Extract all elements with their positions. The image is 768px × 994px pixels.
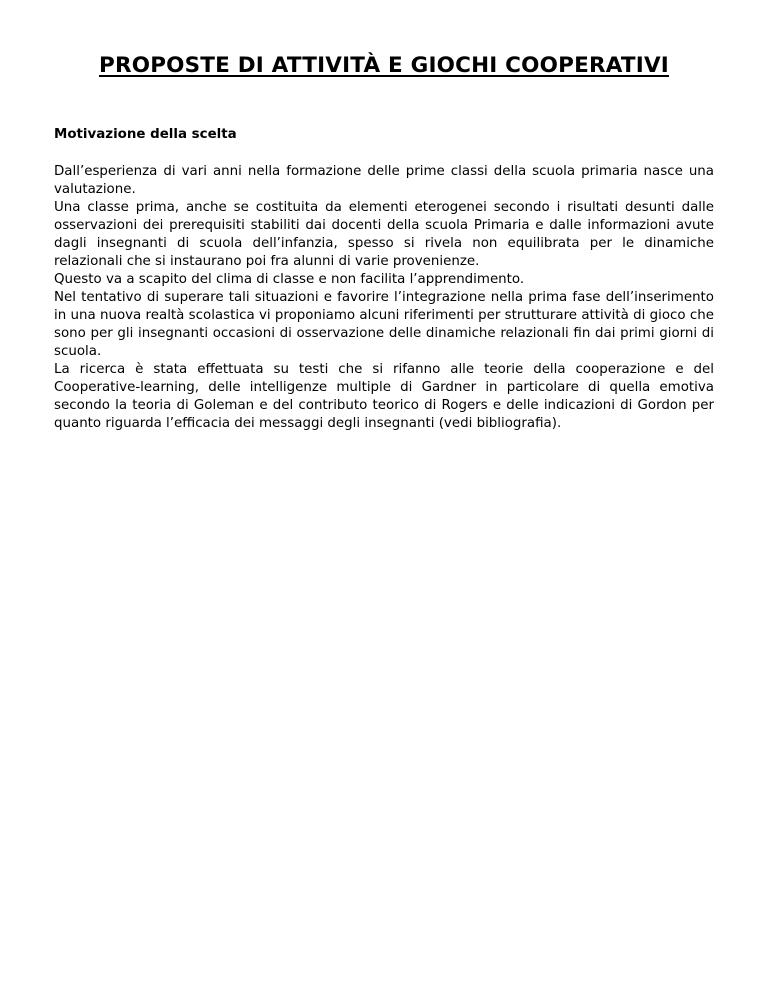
paragraph: Una classe prima, anche se costituita da elementi eterogenei secondo i risultati desunti dalle osservazioni dei prerequisiti stabiliti dai docenti della scuola Primaria e dalle informazioni avute dagli insegnanti di scuola dell’infanzia, spesso si rivela non equilibrata per le dinamiche relazionali che si instaurano poi fra alunni di varie provenienze.	[54, 200, 714, 269]
paragraph: La ricerca è stata effettuata su testi che si rifanno alle teorie della cooperazione e del Cooperative-learning, delle intelligenze multiple di Gardner in particolare di quella emotiva secondo la teoria di Goleman e del contributo teorico di Rogers e delle indicazioni di Gordon per quanto riguarda l’efficacia dei messaggi degli insegnanti (vedi bibliografia).	[54, 362, 714, 431]
paragraph: Nel tentativo di superare tali situazioni e favorire l’integrazione nella prima fase dell’inserimento in una nuova realtà scolastica vi proponiamo alcuni riferimenti per strutturare attività di gioco che sono per gli insegnanti occasioni di osservazione delle dinamiche relazionali fin dai primi giorni di scuola.	[54, 290, 714, 359]
paragraph: Dall’esperienza di vari anni nella formazione delle prime classi della scuola primaria nasce una valutazione.	[54, 164, 714, 197]
document-title: PROPOSTE DI ATTIVITÀ E GIOCHI COOPERATIVI	[99, 53, 669, 78]
paragraph: Questo va a scapito del clima di classe e non facilita l’apprendimento.	[54, 272, 525, 287]
section-heading: Motivazione della scelta	[54, 127, 237, 142]
document-body	[54, 163, 714, 433]
